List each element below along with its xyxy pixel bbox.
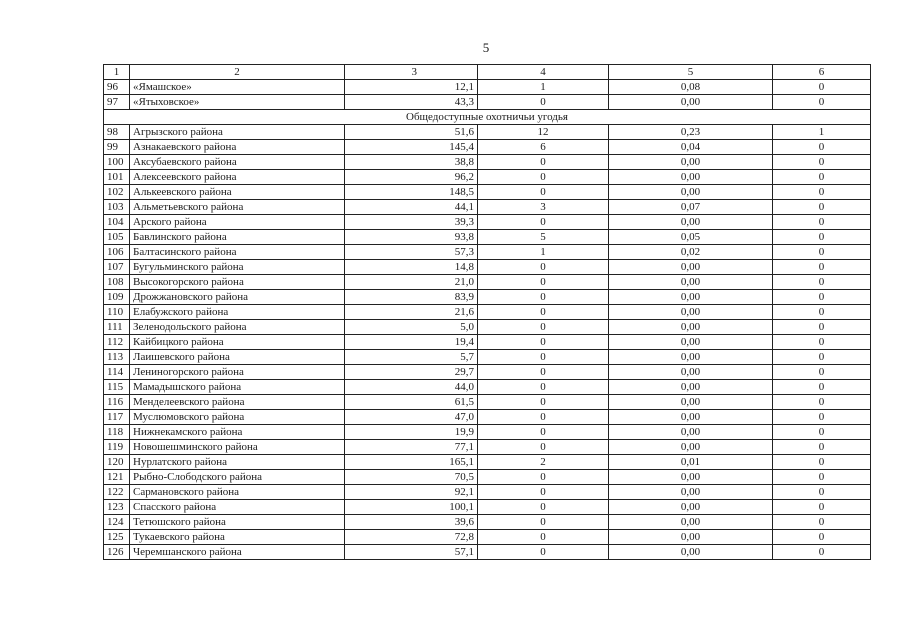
value-cell: 0 — [773, 230, 871, 245]
header-cell: 1 — [104, 65, 130, 80]
name-cell: Балтасинского района — [130, 245, 345, 260]
value-cell: 0 — [773, 350, 871, 365]
value-cell: 0 — [773, 545, 871, 560]
name-cell: Нижнекамского района — [130, 425, 345, 440]
name-cell: Новошешминского района — [130, 440, 345, 455]
row-number-cell: 112 — [104, 335, 130, 350]
value-cell: 70,5 — [345, 470, 478, 485]
value-cell: 0 — [773, 395, 871, 410]
value-cell: 0 — [478, 305, 609, 320]
value-cell: 0 — [773, 425, 871, 440]
name-cell: Бавлинского района — [130, 230, 345, 245]
value-cell: 0,04 — [609, 140, 773, 155]
value-cell: 0,00 — [609, 425, 773, 440]
value-cell: 19,9 — [345, 425, 478, 440]
value-cell: 0,00 — [609, 485, 773, 500]
name-cell: Спасского района — [130, 500, 345, 515]
value-cell: 0 — [773, 140, 871, 155]
header-row — [104, 65, 871, 80]
row-number-cell: 109 — [104, 290, 130, 305]
row-number-cell: 107 — [104, 260, 130, 275]
value-cell: 0,00 — [609, 335, 773, 350]
header-cell: 3 — [345, 65, 478, 80]
value-cell: 6 — [478, 140, 609, 155]
value-cell: 0 — [773, 290, 871, 305]
table-row — [104, 380, 871, 395]
value-cell: 0 — [773, 530, 871, 545]
name-cell: Высокогорского района — [130, 275, 345, 290]
row-number-cell: 103 — [104, 200, 130, 215]
row-number-cell: 111 — [104, 320, 130, 335]
value-cell: 0 — [478, 275, 609, 290]
value-cell: 5 — [478, 230, 609, 245]
row-number-cell: 123 — [104, 500, 130, 515]
name-cell: Лаишевского района — [130, 350, 345, 365]
value-cell: 0 — [478, 440, 609, 455]
value-cell: 0 — [478, 500, 609, 515]
name-cell: Алексеевского района — [130, 170, 345, 185]
value-cell: 0,08 — [609, 80, 773, 95]
section-row — [104, 110, 871, 125]
table-row — [104, 500, 871, 515]
value-cell: 0,00 — [609, 320, 773, 335]
section-title: Общедоступные охотничьи угодья — [104, 110, 871, 125]
value-cell: 0 — [773, 470, 871, 485]
value-cell: 72,8 — [345, 530, 478, 545]
value-cell: 165,1 — [345, 455, 478, 470]
value-cell: 0 — [478, 185, 609, 200]
value-cell: 0,00 — [609, 365, 773, 380]
value-cell: 0 — [773, 260, 871, 275]
value-cell: 0 — [773, 170, 871, 185]
value-cell: 0,00 — [609, 155, 773, 170]
value-cell: 0 — [478, 470, 609, 485]
value-cell: 0 — [773, 500, 871, 515]
value-cell: 0 — [773, 440, 871, 455]
value-cell: 5,0 — [345, 320, 478, 335]
table-row — [104, 320, 871, 335]
table-body — [104, 65, 871, 560]
value-cell: 3 — [478, 200, 609, 215]
value-cell: 0,00 — [609, 440, 773, 455]
table-row — [104, 155, 871, 170]
table-row — [104, 530, 871, 545]
value-cell: 0 — [773, 80, 871, 95]
row-number-cell: 126 — [104, 545, 130, 560]
value-cell: 0,00 — [609, 95, 773, 110]
name-cell: Бугульминского района — [130, 260, 345, 275]
table-row — [104, 230, 871, 245]
value-cell: 51,6 — [345, 125, 478, 140]
value-cell: 92,1 — [345, 485, 478, 500]
value-cell: 0 — [773, 410, 871, 425]
value-cell: 0 — [478, 530, 609, 545]
table-row — [104, 545, 871, 560]
name-cell: Черемшанского района — [130, 545, 345, 560]
value-cell: 0,00 — [609, 530, 773, 545]
value-cell: 39,6 — [345, 515, 478, 530]
value-cell: 0 — [773, 455, 871, 470]
table-row — [104, 365, 871, 380]
value-cell: 0,00 — [609, 275, 773, 290]
table-row — [104, 455, 871, 470]
value-cell: 43,3 — [345, 95, 478, 110]
row-number-cell: 108 — [104, 275, 130, 290]
row-number-cell: 114 — [104, 365, 130, 380]
table-row — [104, 440, 871, 455]
value-cell: 0,02 — [609, 245, 773, 260]
value-cell: 57,1 — [345, 545, 478, 560]
name-cell: Сармановского района — [130, 485, 345, 500]
table-row — [104, 80, 871, 95]
value-cell: 0 — [773, 380, 871, 395]
value-cell: 0 — [478, 155, 609, 170]
value-cell: 0 — [478, 410, 609, 425]
value-cell: 0,00 — [609, 515, 773, 530]
value-cell: 5,7 — [345, 350, 478, 365]
value-cell: 0 — [478, 380, 609, 395]
name-cell: Нурлатского района — [130, 455, 345, 470]
name-cell: Тукаевского района — [130, 530, 345, 545]
value-cell: 0 — [773, 275, 871, 290]
value-cell: 0 — [773, 185, 871, 200]
name-cell: Азнакаевского района — [130, 140, 345, 155]
value-cell: 12,1 — [345, 80, 478, 95]
value-cell: 0,01 — [609, 455, 773, 470]
name-cell: Кайбицкого района — [130, 335, 345, 350]
value-cell: 44,0 — [345, 380, 478, 395]
value-cell: 0 — [478, 335, 609, 350]
name-cell: Альметьевского района — [130, 200, 345, 215]
value-cell: 0 — [478, 260, 609, 275]
table-row — [104, 200, 871, 215]
value-cell: 0,00 — [609, 305, 773, 320]
value-cell: 0 — [478, 515, 609, 530]
value-cell: 39,3 — [345, 215, 478, 230]
row-number-cell: 121 — [104, 470, 130, 485]
value-cell: 0 — [478, 320, 609, 335]
row-number-cell: 119 — [104, 440, 130, 455]
value-cell: 0 — [773, 515, 871, 530]
value-cell: 0,00 — [609, 500, 773, 515]
name-cell: Рыбно-Слободского района — [130, 470, 345, 485]
value-cell: 0,00 — [609, 215, 773, 230]
value-cell: 0 — [478, 545, 609, 560]
value-cell: 83,9 — [345, 290, 478, 305]
row-number-cell: 113 — [104, 350, 130, 365]
value-cell: 14,8 — [345, 260, 478, 275]
row-number-cell: 100 — [104, 155, 130, 170]
table-row — [104, 140, 871, 155]
value-cell: 0 — [478, 290, 609, 305]
row-number-cell: 99 — [104, 140, 130, 155]
value-cell: 44,1 — [345, 200, 478, 215]
name-cell: Аксубаевского района — [130, 155, 345, 170]
value-cell: 2 — [478, 455, 609, 470]
value-cell: 0,00 — [609, 260, 773, 275]
name-cell: Арского района — [130, 215, 345, 230]
row-number-cell: 105 — [104, 230, 130, 245]
row-number-cell: 122 — [104, 485, 130, 500]
table-row — [104, 395, 871, 410]
value-cell: 0 — [478, 395, 609, 410]
value-cell: 0 — [478, 170, 609, 185]
table-row — [104, 170, 871, 185]
value-cell: 0,00 — [609, 350, 773, 365]
value-cell: 77,1 — [345, 440, 478, 455]
table-row — [104, 185, 871, 200]
header-cell: 5 — [609, 65, 773, 80]
value-cell: 19,4 — [345, 335, 478, 350]
value-cell: 0 — [773, 335, 871, 350]
name-cell: Муслюмовского района — [130, 410, 345, 425]
value-cell: 0,00 — [609, 290, 773, 305]
value-cell: 0 — [773, 95, 871, 110]
value-cell: 0,00 — [609, 410, 773, 425]
value-cell: 21,0 — [345, 275, 478, 290]
name-cell: Алькеевского района — [130, 185, 345, 200]
name-cell: Елабужского района — [130, 305, 345, 320]
table-row — [104, 245, 871, 260]
value-cell: 21,6 — [345, 305, 478, 320]
value-cell: 148,5 — [345, 185, 478, 200]
value-cell: 0 — [773, 200, 871, 215]
row-number-cell: 110 — [104, 305, 130, 320]
table-row — [104, 470, 871, 485]
table-row — [104, 350, 871, 365]
value-cell: 0 — [773, 155, 871, 170]
row-number-cell: 102 — [104, 185, 130, 200]
name-cell: Мамадышского района — [130, 380, 345, 395]
value-cell: 57,3 — [345, 245, 478, 260]
name-cell: Тетюшского района — [130, 515, 345, 530]
name-cell: Дрожжановского района — [130, 290, 345, 305]
value-cell: 0,23 — [609, 125, 773, 140]
value-cell: 1 — [478, 245, 609, 260]
value-cell: 96,2 — [345, 170, 478, 185]
value-cell: 145,4 — [345, 140, 478, 155]
value-cell: 1 — [478, 80, 609, 95]
row-number-cell: 125 — [104, 530, 130, 545]
value-cell: 93,8 — [345, 230, 478, 245]
table-row — [104, 215, 871, 230]
row-number-cell: 116 — [104, 395, 130, 410]
table-row — [104, 425, 871, 440]
row-number-cell: 96 — [104, 80, 130, 95]
name-cell: Зеленодольского района — [130, 320, 345, 335]
row-number-cell: 106 — [104, 245, 130, 260]
value-cell: 0 — [773, 485, 871, 500]
value-cell: 29,7 — [345, 365, 478, 380]
value-cell: 1 — [773, 125, 871, 140]
name-cell: Менделеевского района — [130, 395, 345, 410]
row-number-cell: 97 — [104, 95, 130, 110]
row-number-cell: 124 — [104, 515, 130, 530]
value-cell: 0 — [773, 365, 871, 380]
table-row — [104, 260, 871, 275]
value-cell: 12 — [478, 125, 609, 140]
name-cell: «Ятыховское» — [130, 95, 345, 110]
value-cell: 38,8 — [345, 155, 478, 170]
value-cell: 0 — [478, 95, 609, 110]
table-row — [104, 275, 871, 290]
value-cell: 0,00 — [609, 395, 773, 410]
value-cell: 0 — [478, 365, 609, 380]
value-cell: 47,0 — [345, 410, 478, 425]
header-cell: 4 — [478, 65, 609, 80]
page-number: 5 — [482, 40, 490, 55]
value-cell: 0 — [478, 425, 609, 440]
name-cell: Лениногорского района — [130, 365, 345, 380]
table-row — [104, 95, 871, 110]
row-number-cell: 120 — [104, 455, 130, 470]
row-number-cell: 98 — [104, 125, 130, 140]
data-table — [103, 64, 871, 560]
row-number-cell: 118 — [104, 425, 130, 440]
value-cell: 0 — [773, 245, 871, 260]
name-cell: Агрызского района — [130, 125, 345, 140]
value-cell: 0 — [478, 215, 609, 230]
value-cell: 0,00 — [609, 170, 773, 185]
value-cell: 100,1 — [345, 500, 478, 515]
table-row — [104, 305, 871, 320]
name-cell: «Ямашское» — [130, 80, 345, 95]
table-row — [104, 290, 871, 305]
table-row — [104, 515, 871, 530]
value-cell: 0,00 — [609, 380, 773, 395]
table-row — [104, 125, 871, 140]
row-number-cell: 104 — [104, 215, 130, 230]
header-cell: 6 — [773, 65, 871, 80]
value-cell: 0 — [773, 215, 871, 230]
table-row — [104, 410, 871, 425]
value-cell: 0,05 — [609, 230, 773, 245]
row-number-cell: 117 — [104, 410, 130, 425]
table-row — [104, 485, 871, 500]
value-cell: 61,5 — [345, 395, 478, 410]
header-cell: 2 — [130, 65, 345, 80]
value-cell: 0 — [478, 485, 609, 500]
value-cell: 0,00 — [609, 470, 773, 485]
row-number-cell: 115 — [104, 380, 130, 395]
value-cell: 0 — [773, 305, 871, 320]
value-cell: 0,07 — [609, 200, 773, 215]
value-cell: 0,00 — [609, 185, 773, 200]
table-row — [104, 335, 871, 350]
row-number-cell: 101 — [104, 170, 130, 185]
value-cell: 0 — [773, 320, 871, 335]
value-cell: 0 — [478, 350, 609, 365]
value-cell: 0,00 — [609, 545, 773, 560]
